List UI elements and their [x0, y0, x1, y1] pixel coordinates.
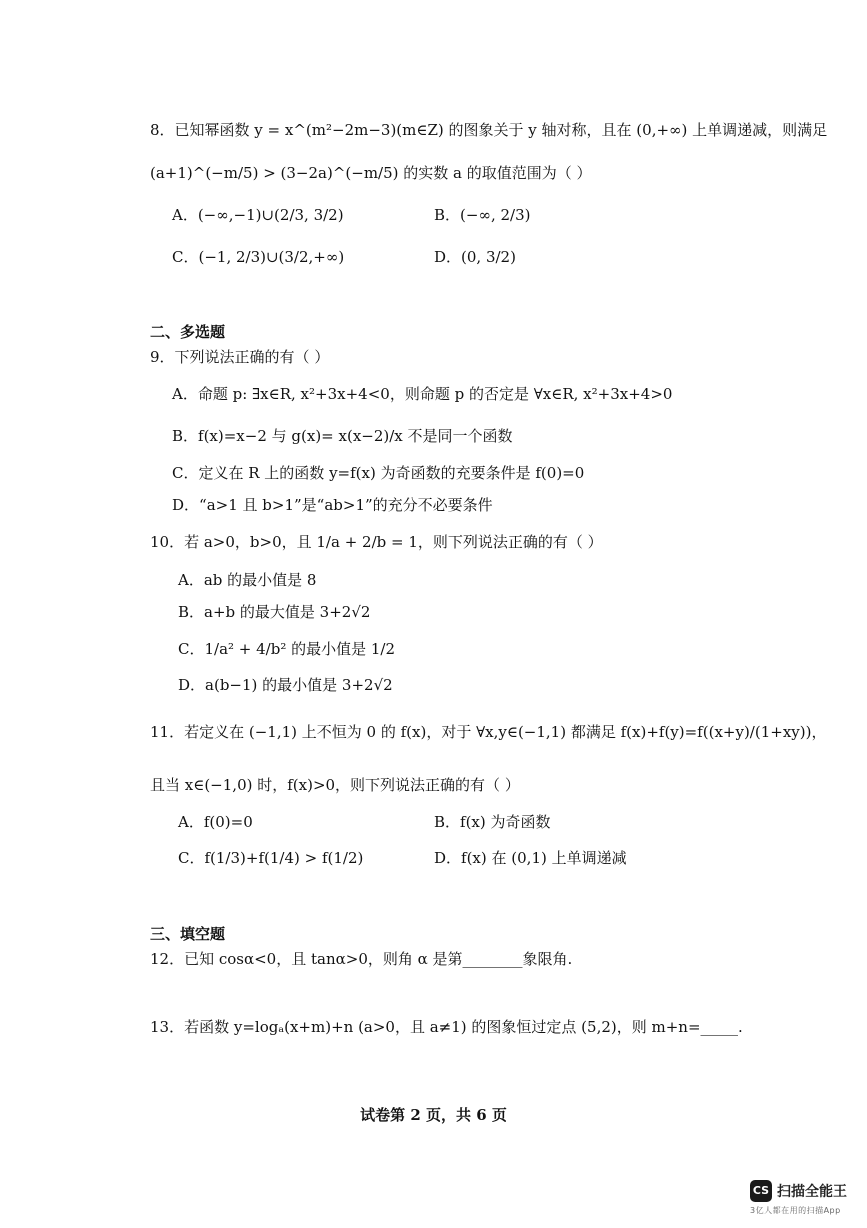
- q9-stem: 9．下列说法正确的有（ ）: [150, 348, 330, 366]
- q8-option-d: D．(0, 3/2): [434, 248, 516, 266]
- cs-logo-icon: CS: [750, 1180, 772, 1202]
- scanner-app-name: 扫描全能王: [777, 1184, 847, 1200]
- page-footer: 试卷第 2 页，共 6 页: [360, 1106, 507, 1124]
- q11-option-b: B．f(x) 为奇函数: [434, 813, 551, 831]
- q10-option-b: B．a+b 的最大值是 3+2√2: [178, 603, 371, 621]
- q8-option-b: B．(−∞, 2/3): [434, 206, 531, 224]
- q11-line2: 且当 x∈(−1,0) 时，f(x)>0，则下列说法正确的有（ ）: [150, 776, 520, 794]
- q9-option-c: C．定义在 R 上的函数 y=f(x) 为奇函数的充要条件是 f(0)=0: [172, 464, 585, 482]
- q11-option-c: C．f(1/3)+f(1/4) > f(1/2): [178, 849, 364, 867]
- q9-option-a: A．命题 p: ∃x∈R, x²+3x+4<0，则命题 p 的否定是 ∀x∈R, x²+3x+4>0: [172, 385, 673, 403]
- q12-text: 12．已知 cosα<0，且 tanα>0，则角 α 是第________象限角.: [150, 950, 573, 968]
- q9-option-b: B．f(x)=x−2 与 g(x)= x(x−2)/x 不是同一个函数: [172, 427, 513, 445]
- q8-option-c: C．(−1, 2/3)∪(3/2,+∞): [172, 248, 345, 266]
- q11-option-a: A．f(0)=0: [178, 813, 253, 831]
- section-fill-in: 三、填空题: [150, 925, 226, 943]
- q8-line1: 8．已知幂函数 y = x^(m²−2m−3)(m∈Z) 的图象关于 y 轴对称，且在 (0,+∞) 上单调递减，则满足: [150, 121, 828, 139]
- q9-option-d: D．“a>1 且 b>1”是“ab>1”的充分不必要条件: [172, 496, 493, 514]
- q10-stem: 10．若 a>0，b>0，且 1/a + 2/b = 1，则下列说法正确的有（ ）: [150, 533, 603, 551]
- scanner-watermark: [750, 1180, 860, 1220]
- q8-option-a: A．(−∞,−1)∪(2/3, 3/2): [172, 206, 344, 224]
- section-multiple-choice: 二、多选题: [150, 323, 226, 341]
- q11-option-d: D．f(x) 在 (0,1) 上单调递减: [434, 849, 627, 867]
- q10-option-c: C．1/a² + 4/b² 的最小值是 1/2: [178, 640, 396, 658]
- q8-line2: (a+1)^(−m/5) > (3−2a)^(−m/5) 的实数 a 的取值范围为（ ）: [150, 164, 592, 182]
- q10-option-d: D．a(b−1) 的最小值是 3+2√2: [178, 676, 393, 694]
- q11-line1: 11．若定义在 (−1,1) 上不恒为 0 的 f(x)，对于 ∀x,y∈(−1,1) 都满足 f(x)+f(y)=f((x+y)/(1+xy))，: [150, 723, 827, 741]
- scanner-app-tagline: 3亿人都在用的扫描App: [750, 1206, 841, 1215]
- q10-option-a: A．ab 的最小值是 8: [178, 571, 317, 589]
- q13-text: 13．若函数 y=logₐ(x+m)+n (a>0，且 a≠1) 的图象恒过定点 (5,2)，则 m+n=_____.: [150, 1018, 743, 1036]
